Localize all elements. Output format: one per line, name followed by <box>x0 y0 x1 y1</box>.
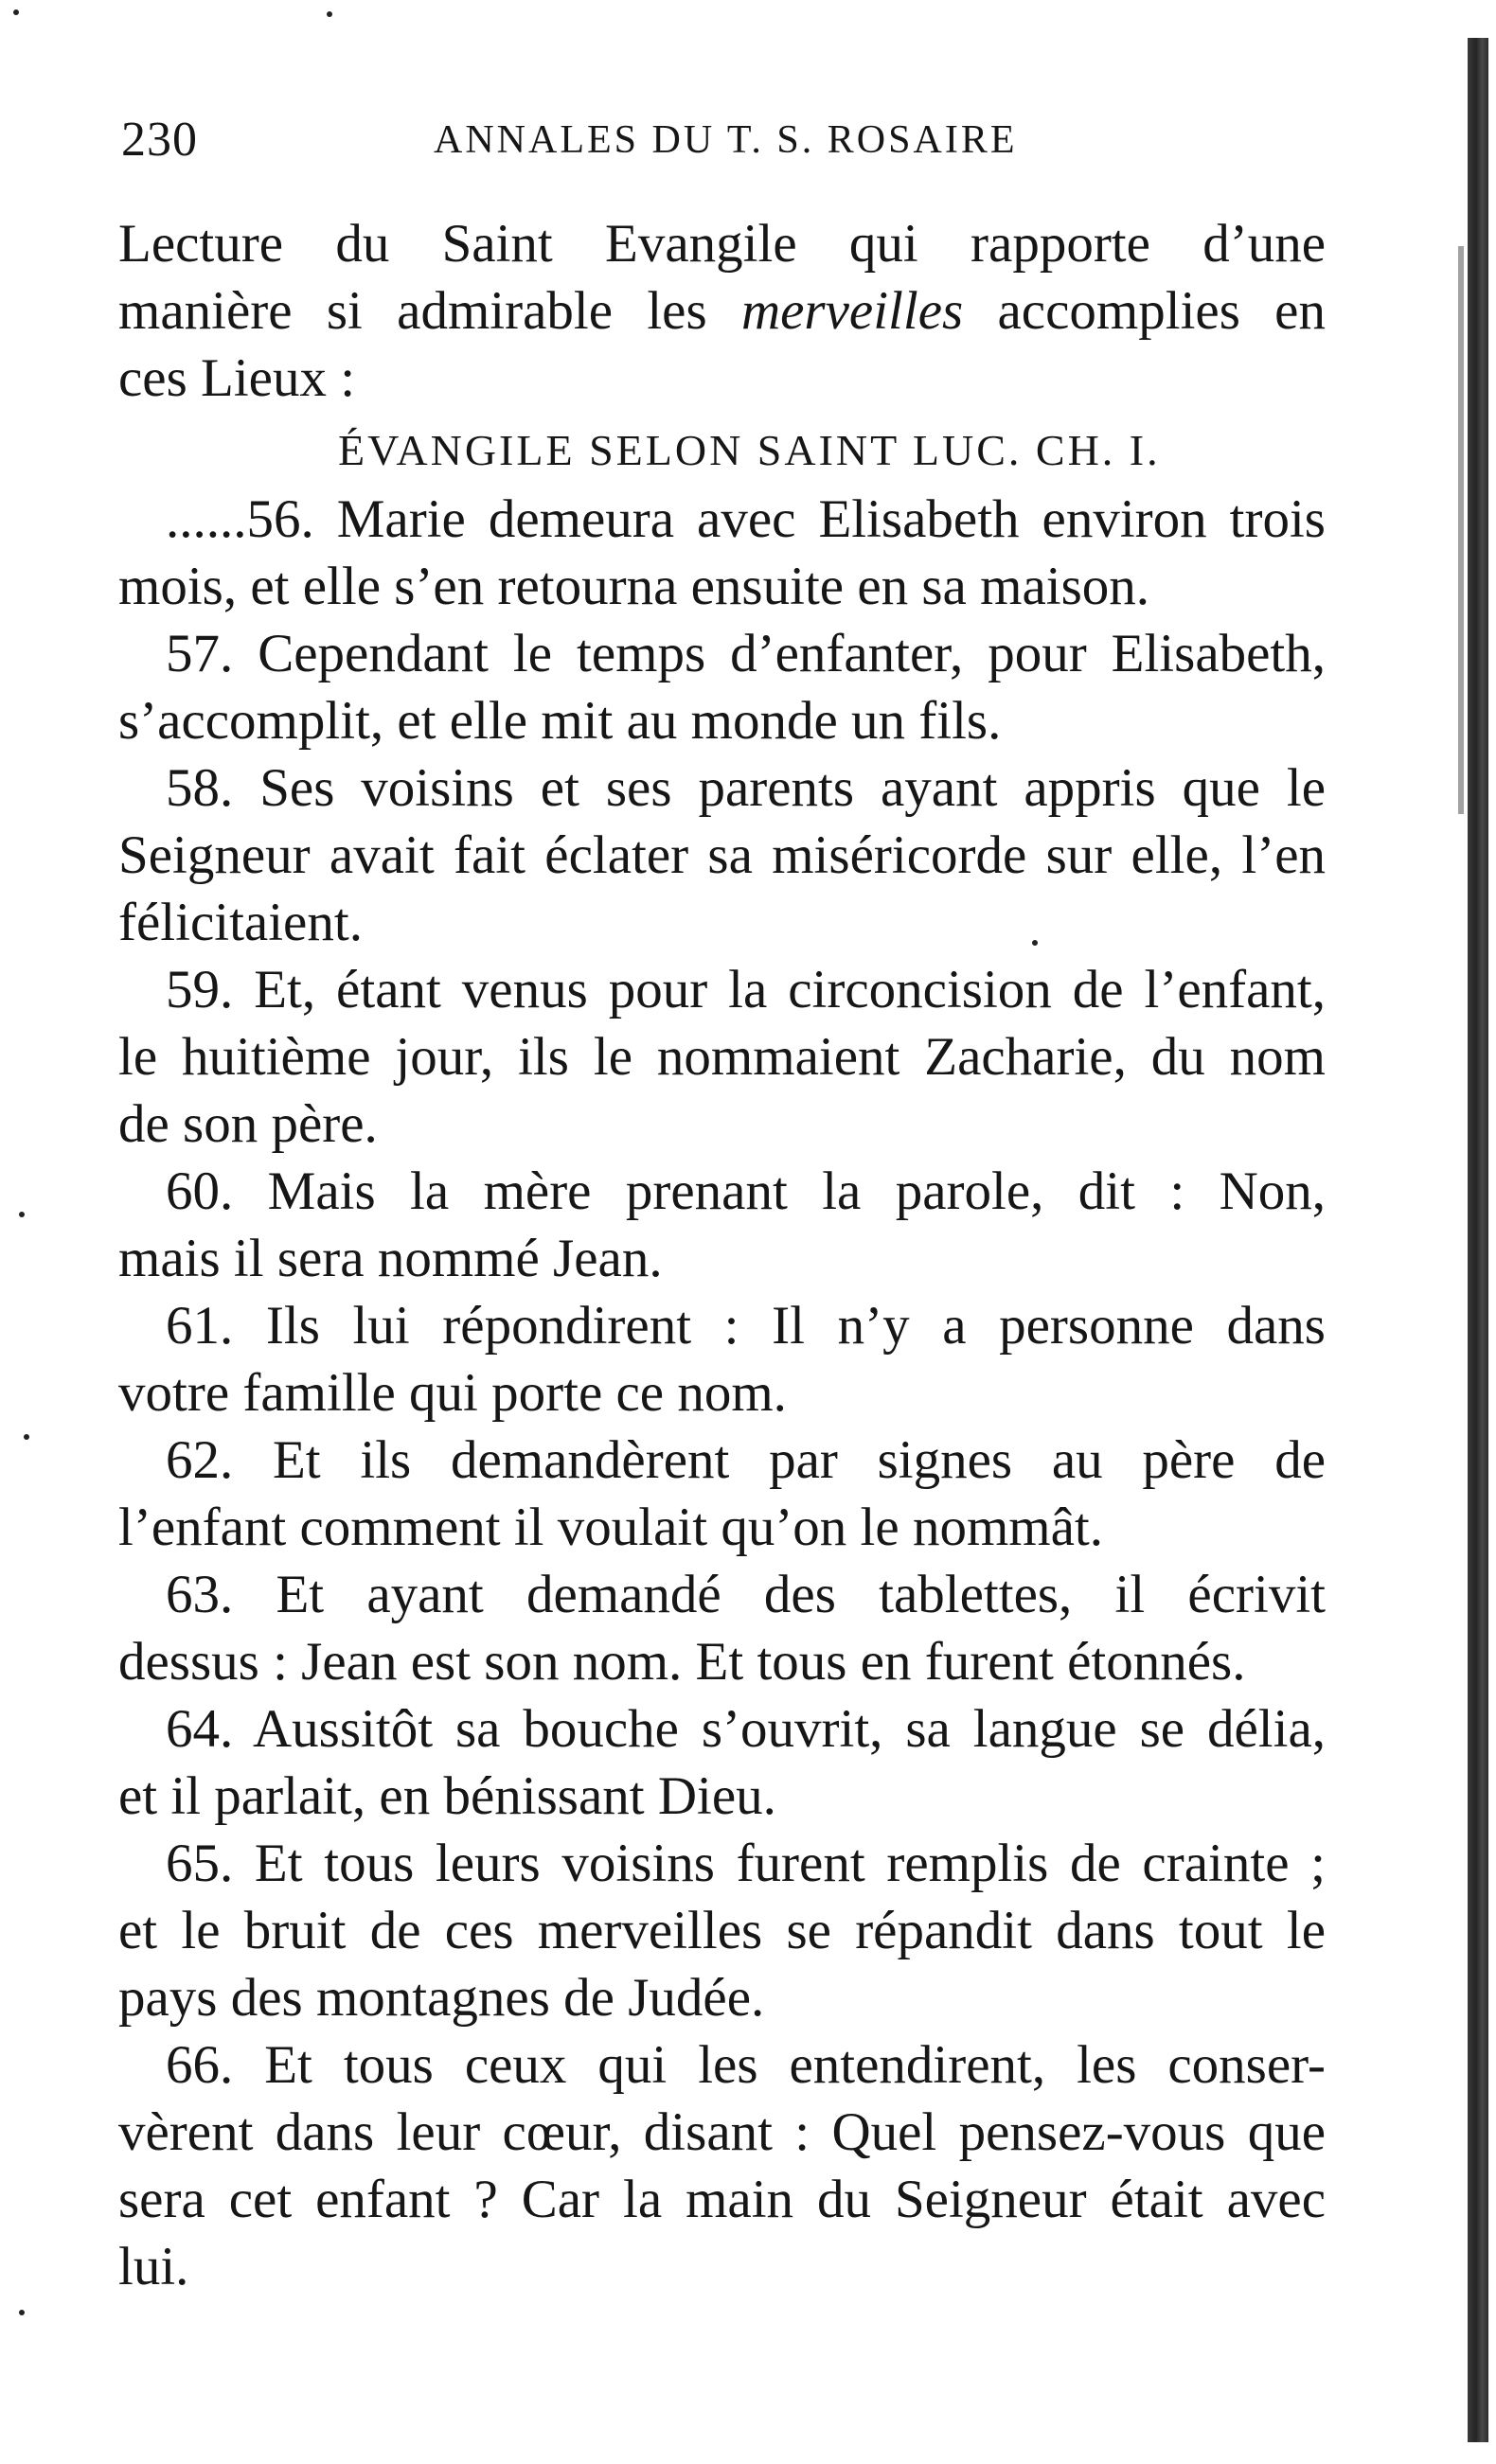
scan-speck <box>19 2310 25 2315</box>
running-head <box>121 112 1030 178</box>
verse-line: 62. Et ils demandèrent par signes au père de <box>166 1430 1326 1490</box>
page-number: 230 <box>121 113 198 167</box>
verse-63 <box>118 1561 1326 1695</box>
verse-line: félicitaient. <box>118 893 363 952</box>
verse-line: 59. Et, étant venus pour la circoncision de l’enfant, <box>166 960 1326 1019</box>
verse-line: s’accomplit, et elle mit au monde un fils. <box>118 691 1002 751</box>
verse-line: mais il sera nommé Jean. <box>118 1229 663 1288</box>
verse-60 <box>118 1158 1326 1292</box>
verse-line: pays des montagnes de Judée. <box>118 1968 765 2028</box>
verse-62 <box>118 1427 1326 1561</box>
verse-line: 61. Ils lui répondirent : Il n’y a personne dans <box>166 1296 1326 1356</box>
scan-speck <box>13 9 19 15</box>
verse-56 <box>118 486 1326 620</box>
verse-line: mois, et elle s’en retourna ensuite en sa maison. <box>118 557 1150 616</box>
binding-shadow <box>1468 38 1488 2442</box>
intro-italic-word: merveilles <box>740 281 964 341</box>
verse-line: votre famille qui porte ce nom. <box>118 1363 787 1423</box>
verse-line: Seigneur avait fait éclater sa miséricorde sur elle, l’en <box>118 825 1326 885</box>
binding-edge <box>1439 0 1496 2464</box>
verse-line: sera cet enfant ? Car la main du Seigneur était avec <box>118 2170 1326 2229</box>
verse-57 <box>118 620 1326 754</box>
running-title: ANNALES DU T. S. ROSAIRE <box>434 118 1018 162</box>
verse-59 <box>118 956 1326 1158</box>
verse-58 <box>118 754 1326 956</box>
scan-speck <box>1032 940 1038 946</box>
verse-line: 58. Ses voisins et ses parents ayant appris que le <box>166 758 1326 818</box>
verse-line: 63. Et ayant demandé des tablettes, il écrivit <box>166 1565 1326 1624</box>
verse-66 <box>118 2031 1326 2300</box>
intro-line: Lecture du Saint Evangile qui rapporte d’une <box>118 214 1326 274</box>
verse-line: de son père. <box>118 1094 378 1154</box>
verse-line: 60. Mais la mère prenant la parole, dit : Non, <box>166 1161 1326 1221</box>
verse-line: 65. Et tous leurs voisins furent remplis de crainte ; <box>166 1834 1326 1893</box>
scan-speck <box>24 1434 29 1440</box>
verse-line: 64. Aussitôt sa bouche s’ouvrit, sa langue se délia, <box>166 1699 1326 1759</box>
verse-line: vèrent dans leur cœur, disant : Quel pensez-vous que <box>118 2102 1326 2162</box>
intro-text: accomplies en <box>963 281 1326 341</box>
verse-61 <box>118 1292 1326 1427</box>
verse-64 <box>118 1695 1326 1830</box>
scan-speck <box>19 1212 25 1217</box>
verse-line: et le bruit de ces merveilles se répandit dans tout le <box>118 1901 1326 1960</box>
verse-line: 66. Et tous ceux qui les entendirent, les conser- <box>166 2035 1326 2095</box>
verse-line: l’enfant comment il voulait qu’on le nommât. <box>118 1498 1103 1557</box>
body-text <box>118 210 1326 2300</box>
verse-line: dessus : Jean est son nom. Et tous en furent étonnés. <box>118 1632 1246 1692</box>
verse-line: le huitième jour, ils le nommaient Zacharie, du nom <box>118 1027 1326 1087</box>
verse-line: lui. <box>118 2237 189 2296</box>
verse-line: ......56. Marie demeura avec Elisabeth environ trois <box>166 489 1326 549</box>
scan-speck <box>327 11 332 17</box>
verse-line: et il parlait, en bénissant Dieu. <box>118 1766 776 1826</box>
verse-65 <box>118 1830 1326 2031</box>
section-heading: ÉVANGILE SELON SAINT LUC. CH. I. <box>338 426 1161 474</box>
verse-line: 57. Cependant le temps d’enfanter, pour Elisabeth, <box>166 624 1326 683</box>
intro-line <box>118 277 1326 345</box>
binding-shadow-inner <box>1458 246 1464 814</box>
intro-line: ces Lieux : <box>118 348 356 408</box>
intro-text: manière si admirable les <box>118 281 741 341</box>
